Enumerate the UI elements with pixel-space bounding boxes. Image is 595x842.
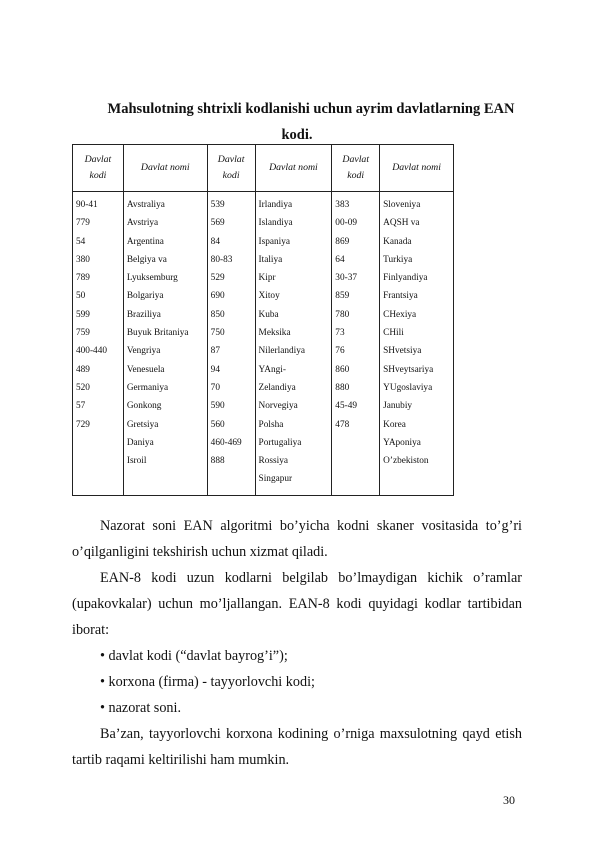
country-name-cell: Venesuela [126,364,165,375]
table-header-row [73,145,454,192]
country-name-cell: Belgiya va [126,254,167,265]
names-column [123,192,207,496]
country-name-cell: Vengriya [126,346,161,357]
country-code-cell: 599 [76,309,90,320]
country-code-cell: 859 [335,291,350,302]
country-name-cell: Islandiya [258,218,293,229]
country-name-cell: CHili [383,328,404,339]
header-country-name: Davlat nomi [380,145,454,192]
country-code-cell: 539 [210,200,225,210]
header-country-code: Davlat kodi [73,145,124,192]
country-name-cell: Xitoy [258,291,280,302]
paragraph-registration-number: Ba’zan, tayyorlovchi korxona kodining o’rniga maxsulotning qayd etish tartib raqami keltirilishi ham mumkin. [72,726,522,768]
country-name-cell: Frantsiya [383,291,418,302]
country-code-cell: 779 [76,218,90,229]
country-name-cell: Germaniya [126,382,169,393]
country-code-cell: 529 [210,273,225,284]
codes-column [73,192,124,496]
country-code-cell: 569 [210,218,225,229]
country-code-cell: 70 [210,382,220,393]
country-name-cell: Polsha [258,419,284,430]
country-code-cell: 789 [76,273,90,284]
country-code-cell: 80-83 [210,254,233,265]
country-name-cell: Finlyandiya [383,273,428,284]
codes-column [332,192,380,496]
country-name-cell: AQSH va [383,218,420,229]
country-code-cell: 850 [210,309,225,320]
country-code-cell: 750 [210,328,225,339]
country-code-cell: 759 [76,328,90,339]
bullet-manufacturer-code: • korxona (firma) - tayyorlovchi kodi; [100,674,315,690]
country-code-cell: 880 [335,382,350,393]
country-name-cell: Janubiy [383,401,413,412]
country-name-cell: Isroil [126,456,147,467]
country-code-cell: 90-41 [76,200,98,210]
names-column [380,192,454,496]
page-number: 30 [503,793,515,807]
country-code-cell: 489 [76,364,90,375]
country-name-cell: Gretsiya [126,419,159,430]
country-name-cell: Meksika [258,328,291,339]
country-name-cell: Bolgariya [126,291,164,302]
country-name-cell: Avstraliya [126,200,165,210]
country-name-cell: Avstriya [126,218,159,229]
country-name-cell: SHvetsiya [383,346,422,357]
header-country-name: Davlat nomi [255,145,332,192]
paragraph-control-digit: Nazorat soni EAN algoritmi bo’yicha kodni skaner vositasida to’g’ri o’qilganligini tekshirish uchun xizmat qiladi. [72,518,522,560]
country-name-cell: O’zbekiston [383,456,429,467]
country-code-cell: 00-09 [335,218,357,229]
country-name-cell: Kipr [258,273,276,284]
country-name-cell: Korea [383,419,406,430]
country-code-cell: 560 [210,419,225,430]
country-code-cell: 64 [335,254,345,265]
country-name-cell: Singapur [258,474,293,485]
names-column [255,192,332,496]
country-name-cell: YAngi- [258,364,286,375]
country-code-cell: 860 [335,364,350,375]
country-code-cell: 73 [335,328,345,339]
country-name-cell: Braziliya [126,309,161,320]
country-name-cell: Kanada [383,236,412,247]
country-name-cell: Turkiya [383,254,413,265]
country-name-cell: CHexiya [383,309,417,320]
country-name-cell: Kuba [258,309,279,320]
country-code-cell: 50 [76,291,86,302]
country-code-cell: 478 [335,419,350,430]
country-name-cell: Daniya [126,437,154,448]
paragraph-ean8: EAN-8 kodi uzun kodlarni belgilab bo’lmaydigan kichik o’ramlar (upakovkalar) uchun mo’ljallangan. EAN-8 kodi quyidagi kodlar tartibidan iborat: [72,570,522,638]
country-code-cell: 383 [335,200,350,210]
country-code-cell: 380 [76,254,90,265]
section-title: Mahsulotning shtrixli kodlanishi uchun ayrim davlatlarning EAN kodi. [107,101,515,143]
country-name-cell: Sloveniya [383,200,421,210]
country-code-cell: 888 [210,456,225,467]
ean-country-codes-table [72,144,454,496]
bullet-country-code: • davlat kodi (“davlat bayrog’i”); [100,648,288,664]
country-name-cell: SHveytsariya [383,364,434,375]
country-code-cell: 590 [210,401,225,412]
country-name-cell: Nilerlandiya [258,346,306,357]
country-code-cell: 87 [210,346,220,357]
country-name-cell: Lyuksemburg [126,273,178,284]
country-name-cell: Rossiya [258,456,288,467]
country-name-cell: Zelandiya [258,382,296,393]
header-country-code: Davlat kodi [207,145,255,192]
country-name-cell: Norvegiya [258,401,298,412]
bullet-control-digit: • nazorat soni. [100,700,182,716]
country-name-cell: Buyuk Britaniya [126,328,189,339]
country-code-cell: 54 [76,236,86,247]
country-code-cell: 45-49 [335,401,357,412]
country-name-cell: Gonkong [126,401,162,412]
table-row [73,192,454,496]
country-code-cell: 869 [335,236,350,247]
country-code-cell: 729 [76,419,90,430]
country-code-cell: 780 [335,309,350,320]
country-code-cell: 76 [335,346,345,357]
country-code-cell: 94 [210,364,220,375]
codes-column [207,192,255,496]
country-code-cell: 400-440 [76,346,107,357]
header-country-name: Davlat nomi [123,145,207,192]
country-code-cell: 30-37 [335,273,357,284]
country-name-cell: Ispaniya [258,236,291,247]
country-name-cell: YUgoslaviya [383,382,433,393]
country-code-cell: 520 [76,382,90,393]
country-name-cell: Italiya [258,254,283,265]
country-code-cell: 57 [76,401,86,412]
country-code-cell: 690 [210,291,225,302]
country-name-cell: Portugaliya [258,437,302,448]
header-country-code: Davlat kodi [332,145,380,192]
country-code-cell: 460-469 [210,437,242,448]
country-code-cell: 84 [210,236,220,247]
country-name-cell: YAponiya [383,437,421,448]
country-name-cell: Irlandiya [258,200,293,210]
country-name-cell: Argentina [126,236,164,247]
